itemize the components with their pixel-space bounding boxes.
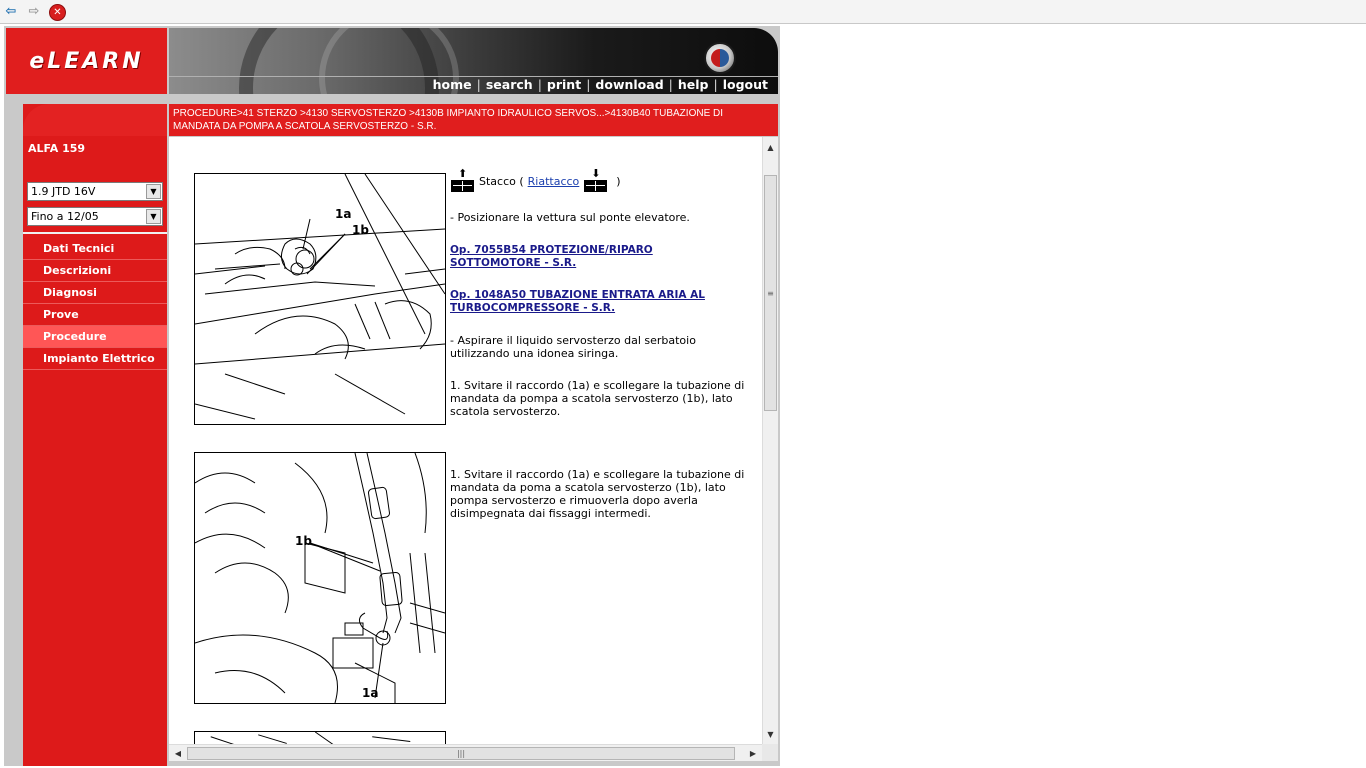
stacco-label: Stacco ( bbox=[479, 174, 524, 188]
sidebar bbox=[23, 104, 167, 744]
steering-pipe-diagram bbox=[195, 174, 445, 424]
step-1-pompa: 1. Svitare il raccordo (1a) e scollegare la tubazione di mandata da poma a scatola servosterzo (1b), lato pompa servosterzo e rimuoverla dopo averla disimpegnata dai fissaggi intermedi. bbox=[450, 468, 745, 520]
breadcrumb-line-1: PROCEDURE>41 STERZO >4130 SERVOSTERZO >4130B IMPIANTO IDRAULICO SERVOS...>4130B40 TUBAZIONE DI bbox=[173, 108, 724, 119]
menu-item-prove[interactable]: Prove bbox=[23, 304, 167, 326]
nav-help-link[interactable]: help bbox=[677, 77, 709, 92]
step-1-scatola: 1. Svitare il raccordo (1a) e scollegare la tubazione di mandata da pompa a scatola servosterzo (1b), lato scatola servosterzo. bbox=[450, 379, 745, 418]
step-aspirate: - Aspirare il liquido servosterzo dal serbatoio utilizzando una idonea siringa. bbox=[450, 334, 696, 360]
scroll-up-icon[interactable]: ▲ bbox=[767, 142, 774, 152]
elearn-logo bbox=[6, 28, 167, 94]
diagram-figure-1 bbox=[194, 173, 446, 425]
nav-separator: | bbox=[537, 77, 542, 92]
logo-text: eLEARN bbox=[29, 48, 144, 74]
menu-item-impianto-elettrico[interactable]: Impianto Elettrico bbox=[23, 348, 167, 370]
close-paren: ) bbox=[616, 174, 621, 188]
sidebar-menu bbox=[23, 238, 167, 370]
back-arrow-icon[interactable]: ⇦ bbox=[5, 4, 17, 19]
fig2-label-1a: 1a bbox=[362, 686, 379, 700]
nav-logout-link[interactable]: logout bbox=[722, 77, 768, 92]
horizontal-scrollbar[interactable] bbox=[169, 744, 762, 761]
op-7055b54-link[interactable]: Op. 7055B54 PROTEZIONE/RIPARO SOTTOMOTORE - S.R. bbox=[450, 244, 653, 269]
vertical-scroll-thumb[interactable]: ≡ bbox=[764, 175, 777, 411]
year-select-value: Fino a 12/05 bbox=[31, 210, 99, 223]
nav-separator: | bbox=[476, 77, 481, 92]
fig2-label-1b: 1b bbox=[295, 534, 312, 548]
menu-item-diagnosi[interactable]: Diagnosi bbox=[23, 282, 167, 304]
year-select[interactable] bbox=[27, 207, 163, 226]
header-banner bbox=[169, 28, 778, 94]
breadcrumb-line-2: MANDATA DA POMPA A SCATOLA SERVOSTERZO - S.R. bbox=[173, 121, 437, 132]
breadcrumb bbox=[169, 104, 778, 136]
header-spacer bbox=[6, 95, 778, 104]
stacco-row bbox=[450, 169, 755, 193]
browser-toolbar bbox=[0, 0, 1366, 24]
nav-home-link[interactable]: home bbox=[432, 77, 472, 92]
diagram-figure-2 bbox=[194, 452, 446, 704]
nav-download-link[interactable]: download bbox=[595, 77, 664, 92]
left-gutter bbox=[6, 104, 22, 744]
step-position: - Posizionare la vettura sul ponte elevatore. bbox=[450, 211, 690, 224]
disconnect-icon: ⬆ bbox=[450, 169, 475, 193]
scroll-right-icon[interactable]: ▶ bbox=[749, 748, 757, 758]
scrollbar-corner bbox=[762, 744, 778, 761]
nav-separator: | bbox=[586, 77, 591, 92]
vertical-scrollbar[interactable] bbox=[762, 137, 778, 744]
diagram-figure-3 bbox=[194, 731, 446, 744]
sidebar-footer bbox=[23, 744, 167, 766]
app-frame bbox=[4, 26, 780, 766]
procedure-content bbox=[169, 137, 762, 744]
horizontal-scroll-thumb[interactable]: ||| bbox=[187, 747, 735, 760]
fig1-label-1b: 1b bbox=[352, 223, 369, 237]
reattach-diagram bbox=[195, 732, 445, 744]
reconnect-icon: ⬇ bbox=[583, 169, 608, 193]
sidebar-top-curve bbox=[23, 104, 167, 136]
nav-print-link[interactable]: print bbox=[546, 77, 582, 92]
sidebar-divider bbox=[23, 232, 167, 234]
menu-item-descrizioni[interactable]: Descrizioni bbox=[23, 260, 167, 282]
dropdown-arrow-icon[interactable]: ▼ bbox=[146, 184, 161, 199]
engine-select-value: 1.9 JTD 16V bbox=[31, 185, 96, 198]
top-navigation bbox=[433, 77, 768, 92]
scroll-left-icon[interactable]: ◀ bbox=[174, 748, 182, 758]
nav-separator: | bbox=[713, 77, 718, 92]
model-title: ALFA 159 bbox=[28, 142, 86, 155]
forward-arrow-icon[interactable]: ⇨ bbox=[28, 4, 40, 19]
bottom-gutter bbox=[6, 744, 22, 766]
procedure-steps-1 bbox=[450, 169, 755, 418]
scroll-down-icon[interactable]: ▼ bbox=[767, 729, 774, 739]
alfa-romeo-badge-icon bbox=[704, 42, 736, 74]
nav-search-link[interactable]: search bbox=[485, 77, 533, 92]
op-1048a50-link[interactable]: Op. 1048A50 TUBAZIONE ENTRATA ARIA AL TURBOCOMPRESSORE - S.R. bbox=[450, 289, 705, 314]
menu-item-procedure[interactable]: Procedure bbox=[23, 326, 167, 348]
menu-item-dati-tecnici[interactable]: Dati Tecnici bbox=[23, 238, 167, 260]
engine-select[interactable] bbox=[27, 182, 163, 201]
nav-separator: | bbox=[668, 77, 673, 92]
dropdown-arrow-icon[interactable]: ▼ bbox=[146, 209, 161, 224]
riattacco-link[interactable]: Riattacco bbox=[527, 174, 580, 188]
stop-icon[interactable]: ✕ bbox=[49, 4, 66, 21]
pump-pipe-diagram bbox=[195, 453, 445, 703]
fig1-label-1a: 1a bbox=[335, 207, 352, 221]
